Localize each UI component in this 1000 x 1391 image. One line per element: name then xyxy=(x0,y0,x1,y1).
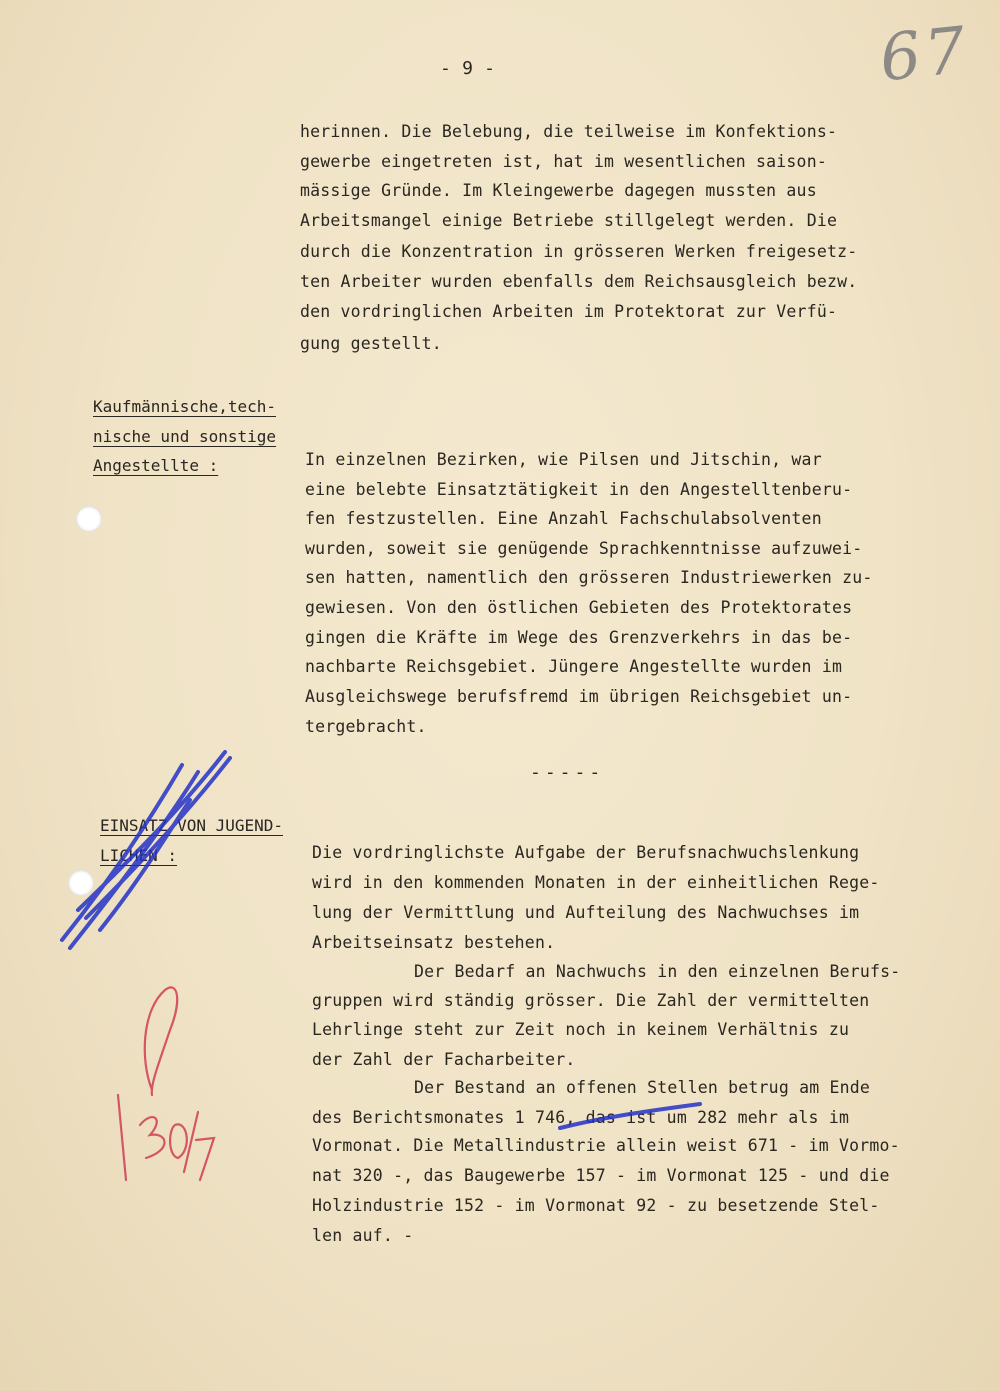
text-line: fen festzustellen. Eine Anzahl Fachschulabsolventen xyxy=(305,509,822,528)
text-line: Ausgleichswege berufsfremd im übrigen Reichsgebiet un- xyxy=(305,687,853,706)
text-line: nachbarte Reichsgebiet. Jüngere Angestellte wurden im xyxy=(305,657,843,676)
text-line: wurden, soweit sie genügende Sprachkenntnisse aufzuwei- xyxy=(305,539,863,558)
heading-line: Angestellte : xyxy=(93,456,219,475)
text-line: der Zahl der Facharbeiter. xyxy=(312,1050,576,1069)
text-line: Arbeitsmangel einige Betriebe stillgelegt werden. Die xyxy=(300,211,838,230)
text-line: ten Arbeiter wurden ebenfalls dem Reichsausgleich bezw. xyxy=(300,272,858,291)
text-line: sen hatten, namentlich den grösseren Industriewerken zu- xyxy=(305,568,873,587)
text-line: len auf. - xyxy=(312,1226,414,1245)
text-line: gewiesen. Von den östlichen Gebieten des Protektorates xyxy=(305,598,853,617)
text-line: lung der Vermittlung und Aufteilung des Nachwuchses im xyxy=(312,903,860,922)
text-line: Arbeitseinsatz bestehen. xyxy=(312,933,556,952)
text-line: den vordringlichen Arbeiten im Protektorat zur Verfü- xyxy=(300,302,838,321)
text-line: wird in den kommenden Monaten in der einheitlichen Rege- xyxy=(312,873,880,892)
text-line: tergebracht. xyxy=(305,717,427,736)
text-line: Lehrlinge steht zur Zeit noch in keinem Verhältnis zu xyxy=(312,1020,850,1039)
text-line: herinnen. Die Belebung, die teilweise im Konfektions- xyxy=(300,122,838,141)
text-line: gingen die Kräfte im Wege des Grenzverkehrs in das be- xyxy=(305,628,853,647)
text-line: In einzelnen Bezirken, wie Pilsen und Jitschin, war xyxy=(305,450,822,469)
text-line: nat 320 -, das Baugewerbe 157 - im Vormonat 125 - und die xyxy=(312,1166,890,1185)
archive-page-number: 67 xyxy=(876,13,974,97)
red-pencil-mark xyxy=(118,987,214,1180)
punch-hole-bottom xyxy=(68,870,94,896)
heading-line: LICHEN : xyxy=(100,846,178,865)
page-number: - 9 - xyxy=(440,58,496,79)
text-line: Holzindustrie 152 - im Vormonat 92 - zu besetzende Stel- xyxy=(312,1196,880,1215)
text-line: eine belebte Einsatztätigkeit in den Angestelltenberu- xyxy=(305,480,853,499)
punch-hole-top xyxy=(76,506,102,532)
heading-line: EINSATZ VON JUGEND- xyxy=(100,816,284,835)
text-line: Der Bedarf an Nachwuchs in den einzelnen Berufs- xyxy=(414,962,901,981)
text-line: Vormonat. Die Metallindustrie allein weist 671 - im Vormo- xyxy=(312,1136,900,1155)
text-line: des Berichtsmonates 1 746, das ist um 282 mehr als im xyxy=(312,1108,850,1127)
text-line: gruppen wird ständig grösser. Die Zahl der vermittelten xyxy=(312,991,870,1010)
section-divider: ----- xyxy=(530,762,605,783)
heading-line: nische und sonstige xyxy=(93,427,277,446)
heading-line: Kaufmännische,tech- xyxy=(93,397,277,416)
text-line: durch die Konzentration in grösseren Werken freigesetz- xyxy=(300,242,858,261)
text-line: Die vordringlichste Aufgabe der Berufsnachwuchslenkung xyxy=(312,843,860,862)
text-line: Der Bestand an offenen Stellen betrug am Ende xyxy=(414,1078,871,1097)
text-line: gung gestellt. xyxy=(300,334,442,353)
text-line: gewerbe eingetreten ist, hat im wesentlichen saison- xyxy=(300,152,827,171)
text-line: mässige Gründe. Im Kleingewerbe dagegen mussten aus xyxy=(300,181,817,200)
